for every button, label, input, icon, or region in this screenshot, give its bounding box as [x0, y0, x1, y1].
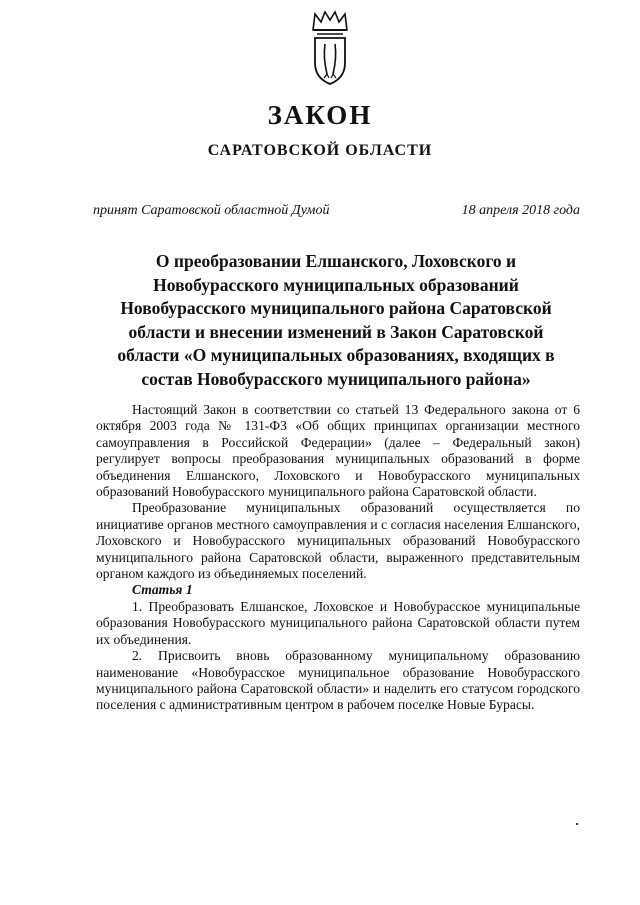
- document-subtitle: САРАТОВСКОЙ ОБЛАСТИ: [207, 142, 433, 159]
- preamble-paragraph: Преобразование муниципальных образований осуществляется по инициативе органов местного самоуправления и с согласия населения Елшанского, Лоховского и Новобурасского муниципальных образований Новобурасского муниципального района Саратовской области, выраженного представительным органом каждого из объединяемых поселений.: [96, 500, 580, 582]
- scan-mark: [576, 823, 578, 825]
- document-title: ЗАКОН: [267, 100, 373, 130]
- law-heading: О преобразовании Елшанского, Лоховского и Новобурасского муниципальных образований Новобурасского муниципального района Саратовской области и внесении изменений в Закон Саратовской области «О муниципальных образованиях, входящих в состав Новобурасского муниципального района»: [117, 251, 555, 389]
- law-body: [96, 402, 580, 714]
- adoption-line: [93, 203, 580, 219]
- adopted-by: принят Саратовской областной Думой: [93, 203, 330, 218]
- coat-of-arms-icon: [305, 8, 355, 88]
- article-title: Статья 1: [132, 582, 193, 598]
- article-point: 1. Преобразовать Елшанское, Лоховское и Новобурасское муниципальные образования Новобурасского муниципального района Саратовской области путем их объединения.: [96, 598, 580, 647]
- article-point: 2. Присвоить вновь образованному муниципальному образованию наименование «Новобурасское муниципальное образование Новобурасского муниципального района Саратовской области» и наделить его статусом городского поселения с административным центром в рабочем поселке Новые Бурасы.: [96, 648, 580, 713]
- preamble-paragraph: Настоящий Закон в соответствии со статьей 13 Федерального закона от 6 октября 2003 года № 131-ФЗ «Об общих принципах организации местного самоуправления в Российской Федерации» (далее – Федеральный закон) регулирует вопросы преобразования муниципальных образований в форме объединения Елшанского, Лоховского и Новобурасского муниципальных образований Новобурасского муниципального района Саратовской области.: [96, 402, 580, 500]
- adopted-date: 18 апреля 2018 года: [461, 203, 580, 218]
